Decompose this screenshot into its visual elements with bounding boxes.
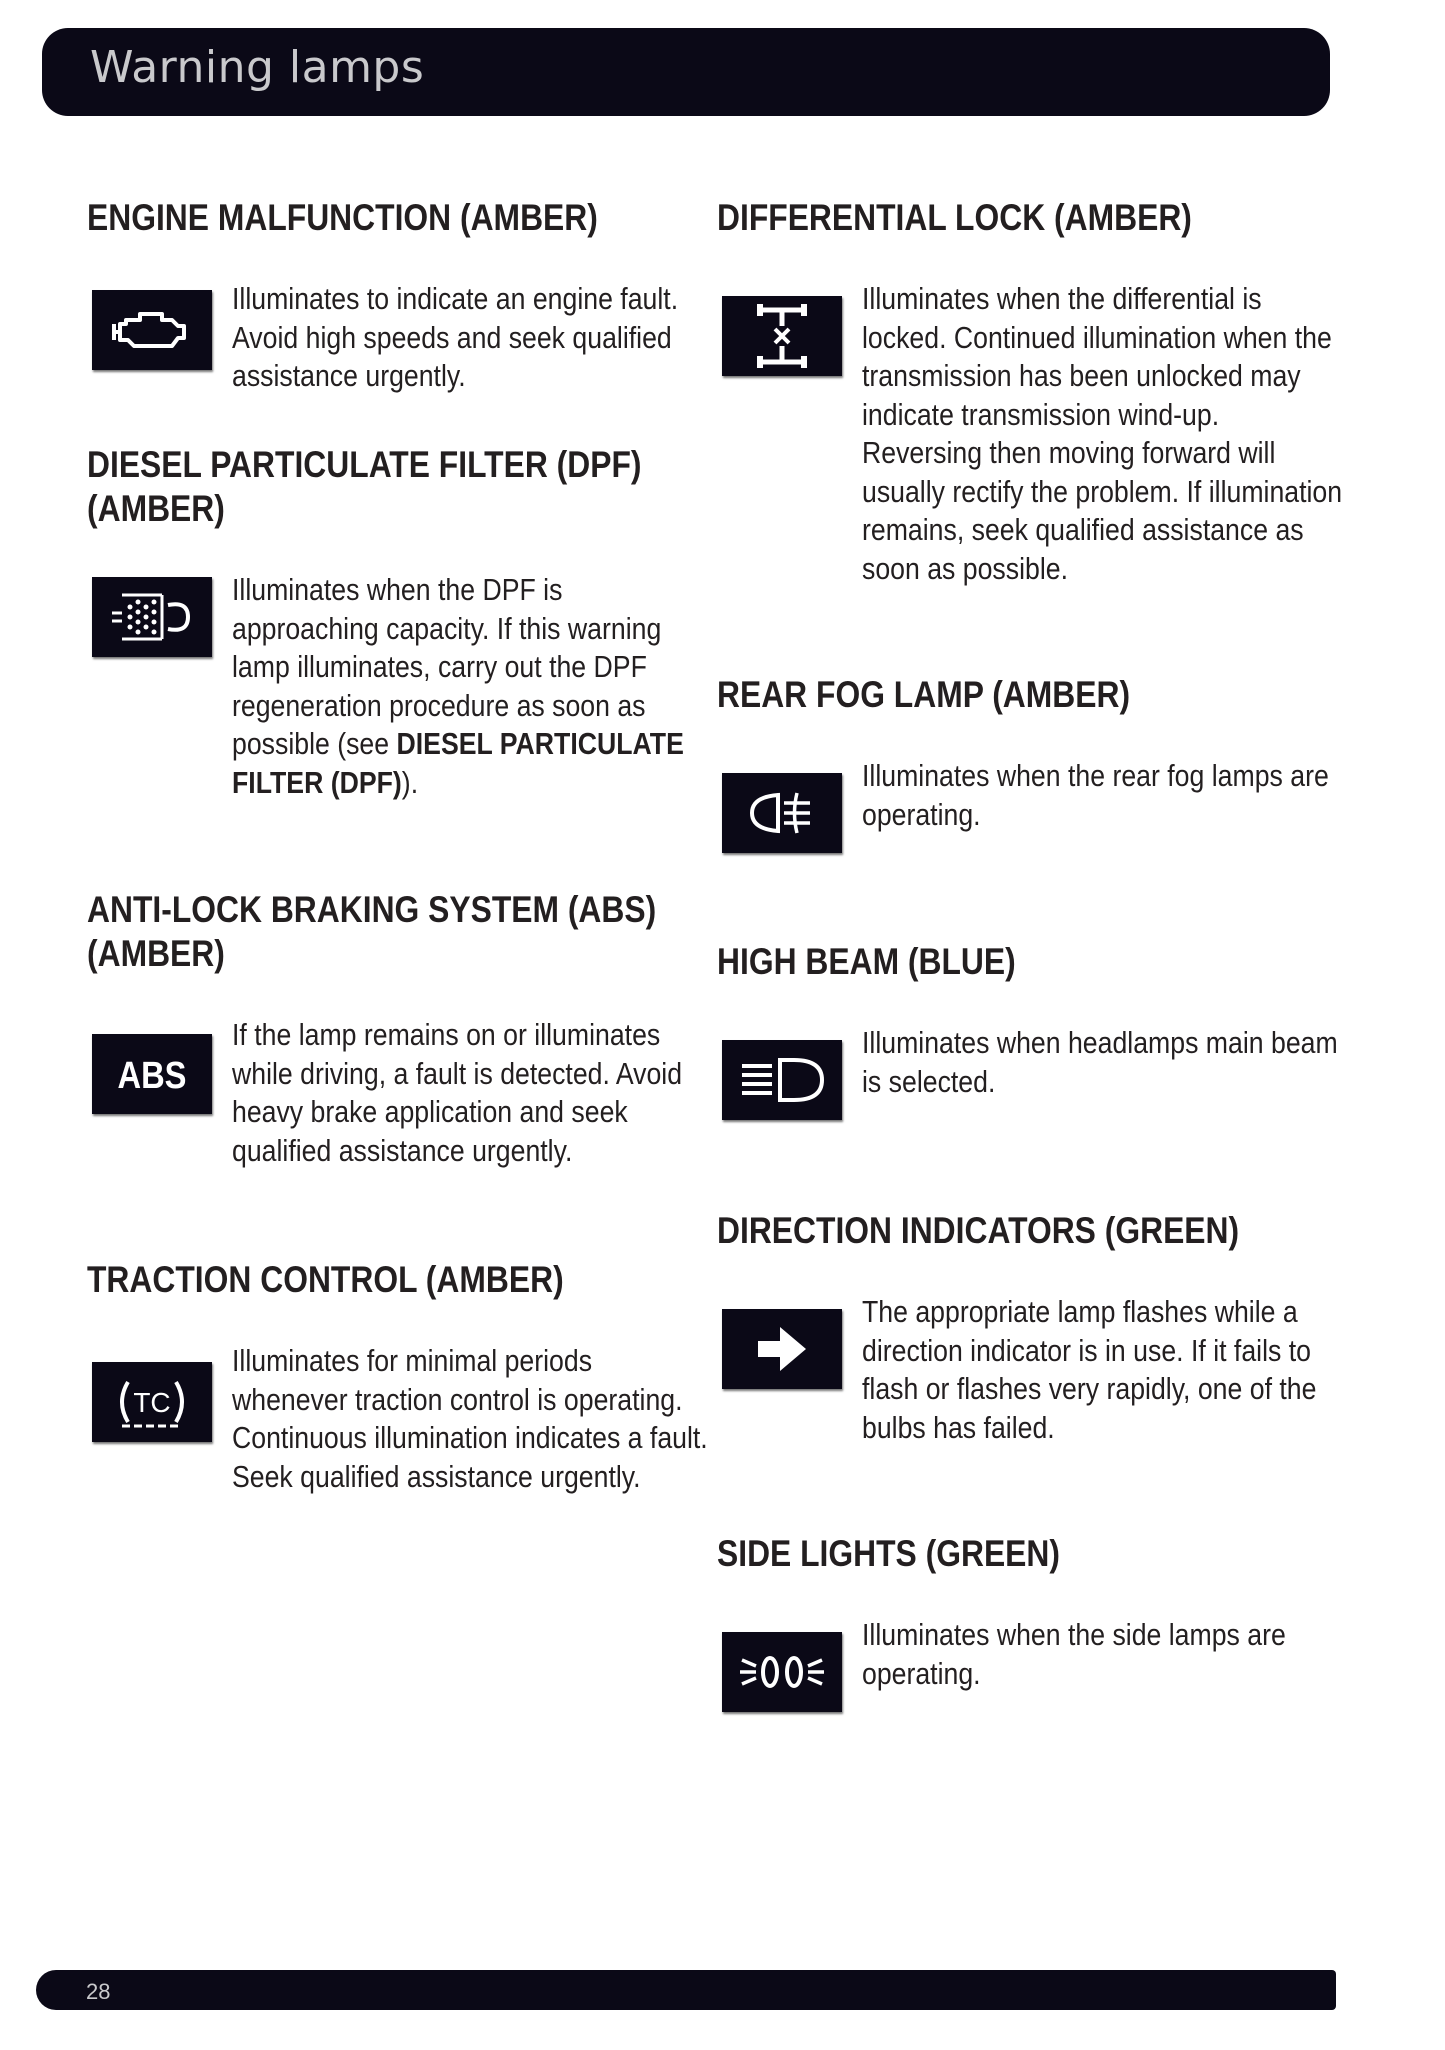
section-heading: REAR FOG LAMP (AMBER) <box>717 674 1131 715</box>
lamp-description: Illuminates when the differential is locked. Continued illumination when the transmission has been unlocked may indicate transmission wind-up. Reversing then moving forward will usually rectify the problem. If illumination remains, seek qualified assistance as soon as possible. <box>862 281 1343 586</box>
section-engine-malfunction <box>87 196 687 393</box>
section-side-lights <box>717 1532 1317 1691</box>
section-heading: DIRECTION INDICATORS (GREEN) <box>717 1210 1240 1251</box>
lamp-description: Illuminates for minimal periods whenever traction control is operating. Continuous illumination indicates a fault. Seek qualified assistance urgently. <box>232 1343 708 1494</box>
lamp-description: Illuminates when the side lamps are operating. <box>862 1617 1286 1691</box>
page-number: 28 <box>86 1979 111 2004</box>
header-bar <box>42 28 1330 116</box>
section-heading: ENGINE MALFUNCTION (AMBER) <box>87 197 598 238</box>
lamp-description: If the lamp remains on or illuminates while driving, a fault is detected. Avoid heavy brake application and seek qualified assistance urgently. <box>232 1017 683 1168</box>
section-dpf <box>87 443 687 800</box>
description-text-end: ). <box>401 764 419 800</box>
section-heading: HIGH BEAM (BLUE) <box>717 941 1016 982</box>
section-high-beam <box>717 940 1338 1099</box>
page-title: Warning lamps <box>90 42 425 93</box>
cross-reference-link[interactable]: DIESEL PARTICULATE FILTER (DPF) <box>232 726 684 800</box>
section-heading: SIDE LIGHTS (GREEN) <box>717 1533 1060 1574</box>
section-abs <box>87 888 687 1168</box>
dpf-icon <box>92 577 212 657</box>
section-differential-lock <box>717 196 1343 586</box>
section-heading: DIESEL PARTICULATE FILTER (DPF) (AMBER) <box>87 444 642 529</box>
section-rear-fog-lamp <box>717 673 1329 832</box>
high-beam-icon <box>722 1040 842 1120</box>
differential-lock-icon <box>722 296 842 376</box>
lamp-description: Illuminates when the rear fog lamps are operating. <box>862 758 1329 832</box>
abs-icon <box>92 1034 212 1114</box>
section-direction-indicators <box>717 1209 1317 1445</box>
section-heading: TRACTION CONTROL (AMBER) <box>87 1259 564 1300</box>
traction-control-icon <box>92 1362 212 1442</box>
side-lights-icon <box>722 1632 842 1712</box>
lamp-description: The appropriate lamp flashes while a direction indicator is in use. If it fails to flash or flashes very rapidly, one of the bulbs has failed. <box>862 1294 1317 1445</box>
engine-icon <box>92 290 212 370</box>
lamp-description: Illuminates when headlamps main beam is selected. <box>862 1025 1338 1099</box>
traction-control-icon-label: TC <box>133 1387 171 1418</box>
section-traction-control <box>87 1258 708 1494</box>
abs-icon-label: ABS <box>117 1053 187 1097</box>
footer-bar <box>36 1970 1336 2010</box>
lamp-description <box>232 571 714 802</box>
lamp-description: Illuminates to indicate an engine fault. Avoid high speeds and seek qualified assistance urgently. <box>232 281 679 393</box>
rear-fog-lamp-icon <box>722 773 842 853</box>
direction-arrow-icon <box>722 1309 842 1389</box>
section-heading: DIFFERENTIAL LOCK (AMBER) <box>717 197 1192 238</box>
section-heading: ANTI-LOCK BRAKING SYSTEM (ABS) (AMBER) <box>87 889 657 974</box>
description-text: Illuminates when the DPF is approaching capacity. If this warning lamp illuminates, carry out the DPF regeneration procedure as soon as possible (see <box>232 572 662 761</box>
